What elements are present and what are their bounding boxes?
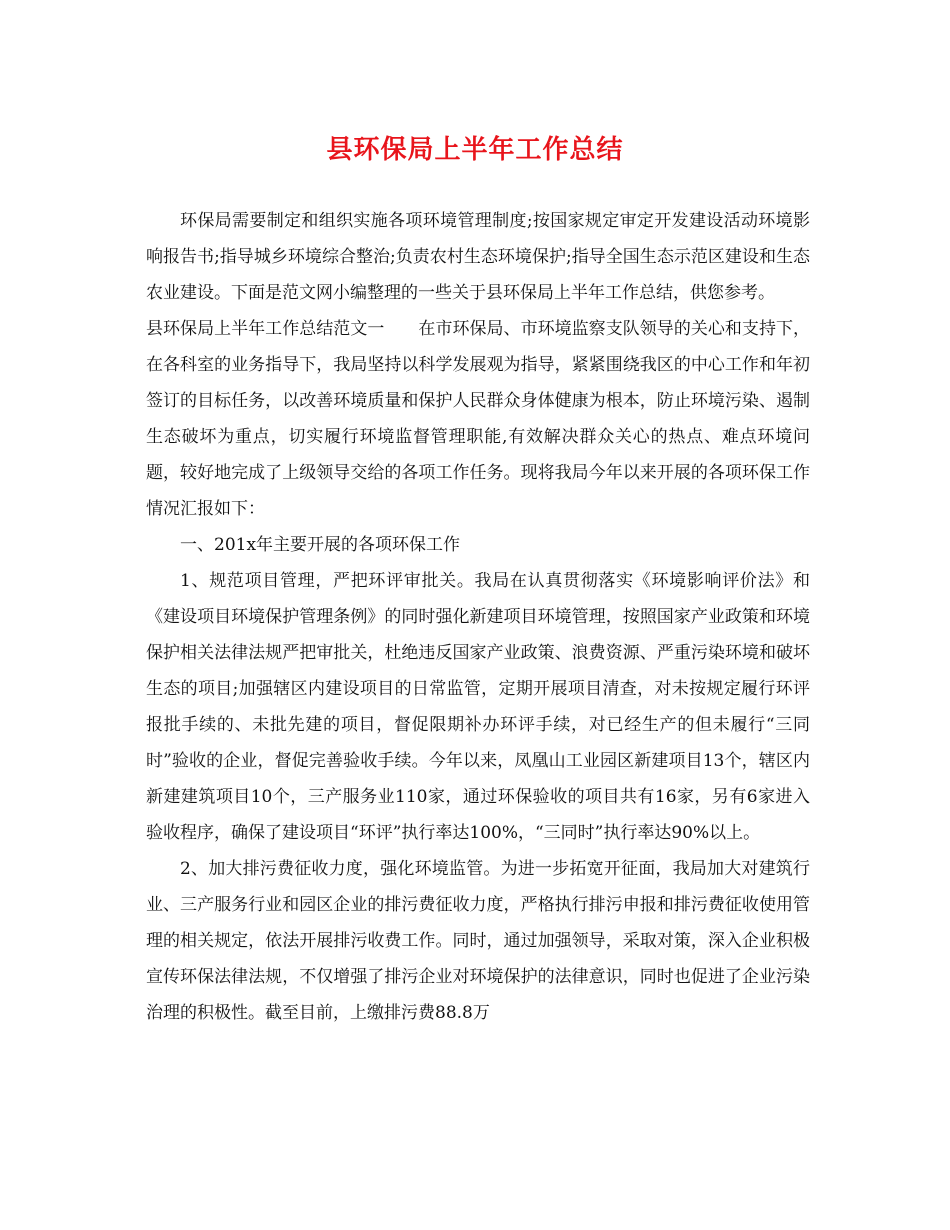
paragraph-sample-one: 县环保局上半年工作总结范文一 在市环保局、市环境监察支队领导的关心和支持下，在各科室的业务指导下，我局坚持以科学发展观为指导，紧紧围绕我区的中心工作和年初签订的目标任务，以改善环境质量和保护人民群众身体健康为根本，防止环境污染、遏制生态破坏为重点，切实履行环境监督管理职能,有效解决群众关心的热点、难点环境问题，较好地完成了上级领导交给的各项工作任务。现将我局今年以来开展的各项环保工作情况汇报如下：: [146, 319, 810, 519]
paragraph-intro: 环保局需要制定和组织实施各项环境管理制度;按国家规定审定开发建设活动环境影响报告书;指导城乡环境综合整治;负责农村生态环境保护;指导全国生态示范区建设和生态农业建设。下面是范文网小编整理的一些关于县环保局上半年工作总结，供您参考。: [146, 211, 810, 303]
paragraph-project-management: 1、规范项目管理，严把环评审批关。我局在认真贯彻落实《环境影响评价法》和《建设项目环境保护管理条例》的同时强化新建项目环境管理，按照国家产业政策和环境保护相关法律法规严把审批关，杜绝违反国家产业政策、浪费资源、严重污染环境和破坏生态的项目;加强辖区内建设项目的日常监管，定期开展项目清查，对未按规定履行环评报批手续的、未批先建的项目，督促限期补办环评手续，对已经生产的但未履行“三同时”验收的企业，督促完善验收手续。今年以来，凤凰山工业园区新建项目13个，辖区内新建建筑项目10个，三产服务业110家，通过环保验收的项目共有16家，另有6家进入验收程序，确保了建设项目“环评”执行率达100%，“三同时”执行率达90%以上。: [146, 571, 810, 843]
paragraph-fee-collection: 2、加大排污费征收力度，强化环境监管。为进一步拓宽开征面，我局加大对建筑行业、三产服务行业和园区企业的排污费征收力度，严格执行排污申报和排污费征收使用管理的相关规定，依法开展排污收费工作。同时，通过加强领导，采取对策，深入企业积极宣传环保法律法规，不仅增强了排污企业对环境保护的法律意识，同时也促进了企业污染治理的积极性。截至目前，上缴排污费88.8万: [146, 859, 810, 1023]
document-body: [146, 203, 810, 1031]
section-heading-main-work: 一、201x年主要开展的各项环保工作: [180, 535, 461, 555]
document-title: 县环保局上半年工作总结: [326, 135, 624, 165]
